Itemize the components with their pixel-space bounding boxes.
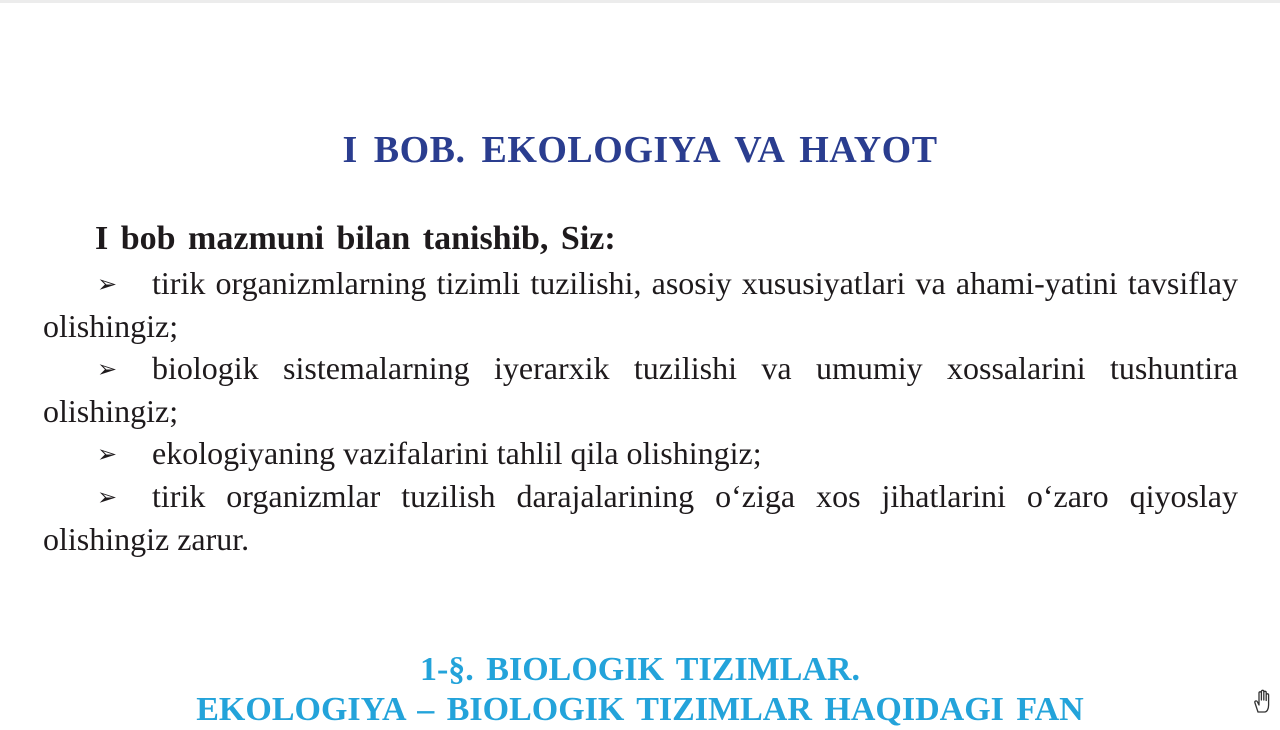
section-title-line: 1-§. BIOLOGIK TIZIMLAR.: [419, 651, 860, 688]
arrow-bullet-icon: ➢: [97, 355, 118, 383]
section-title: [0, 650, 1280, 730]
chapter-intro: I bob mazmuni bilan tanishib, Siz:: [95, 220, 616, 257]
objective-text: ekologiyaning vazifalarini tahlil qila olishingiz;: [152, 435, 762, 471]
objective-item: [43, 432, 1238, 475]
objectives-list: [43, 262, 1238, 560]
objective-text: tirik organizmlar tuzilish darajalarining o‘ziga xos jihatlarini o‘zaro qiyoslay olishingiz zarur.: [43, 478, 1238, 557]
objective-text: tirik organizmlarning tizimli tuzilishi, asosiy xususiyatlari va ahami-yatini tavsiflay olishingiz;: [43, 265, 1238, 344]
arrow-bullet-icon: ➢: [97, 440, 118, 468]
hand-cursor-icon: [1250, 688, 1276, 714]
objective-item: [43, 262, 1238, 347]
chapter-title: I BOB. EKOLOGIYA VA HAYOT: [342, 129, 938, 171]
arrow-bullet-icon: ➢: [97, 483, 118, 511]
objective-item: [43, 475, 1238, 560]
objective-item: [43, 347, 1238, 432]
objective-text: biologik sistemalarning iyerarxik tuzilishi va umumiy xossalarini tushuntira olishingiz;: [43, 350, 1238, 429]
arrow-bullet-icon: ➢: [97, 270, 118, 298]
section-title-line: EKOLOGIYA – BIOLOGIK TIZIMLAR HAQIDAGI FAN: [196, 691, 1084, 728]
